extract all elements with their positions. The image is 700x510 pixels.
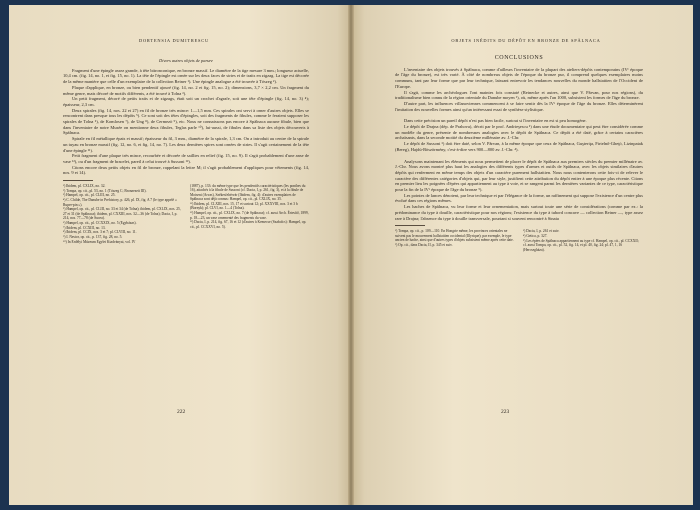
paragraph: Il s'agit, comme les archéologues l'ont maintes fois constaté (Reinecke et autres, ainsi que V. Pârvan, pour nos régions), du traditionalisme bien connu de la région orientale du Danube moyen ¹), où, même après l'an 1000, subsistent les formes de l'âge du bronze. (395, 89, 643, 101)
section-title-right: CONCLUSIONS (494, 55, 544, 61)
paragraph: Un petit fragment, décoré de petits traits et de zigzags, était soit un crochet d'agrafe, soit une tête d'épingle (fig. 14, no. 3) ⁴); épaisseur, 2,3 cm. (63, 96, 309, 107)
footnote-column (190, 184, 309, 244)
paragraph: Deux spirales (fig. 14, nos. 22 et 27) en fil de bronze très mince: 1—1,5 mm. Ces spirales ont servi à orner d'autres objets. Elles se rencontrent dans presque tous les dépôts ⁵). Ce sont soit des têtes d'épingles, soit des fragments de fibules, comme le feraient supposer les spirales de Tolna ⁶), de Komlosen ⁷), de Ung ⁸), de Cermezö ⁹), etc. Nous ne connaissons pas encore à Spălnaca aucune fibule, bien que dans l'inventaire de notre Musée on mentionne deux fibules, Teglas parle ¹⁰), lui-aussi, de fibules dans sa liste des objets découverts à Spălnaca. (63, 107, 309, 136)
paragraph: Le dépôt de Sussoni ³) doit être daté, selon V. Pârvan, à la même époque que ceux de Spălnaca, Guşteriţa, Firtelnő-Gheţö, Lizinpatak (Bereg), Hajdú-Böszörmény, c'est-à-dire vers 900—800 av. J.-Chr. ⁴). (395, 141, 643, 152)
paragraph: Citons encore deux petits objets en fil de bronze, rappelant la lettre M; il s'agit probablement d'appliques pour vêtements (fig. 14, nos. 9 et 14). (63, 164, 309, 176)
paragraph: L'inventaire des objets trouvés à Spălnaca, comme d'ailleurs l'inventaire de la plupart des ateliers-dépôts contemporains (IVᵉ époque de l'âge du bronze), est très varié. À côté de nombreux objets de l'époque du bronze pur, il comprend quelques exemplaires moins communs, tant par leur forme que par leur technique, laissant entrevoir les tendances nouvelles du monde hallstattien de l'Occident de l'Europe. (395, 66, 643, 89)
footnote: ³) Dacia, I, p. 261 et suiv. (523, 229, 560, 234)
paragraph: Plaque d'applique, en bronze, ou bien pendentif ajouré (fig. 14, no. 2 et fig. 15, no. 2); dimensions, 3,7 × 2,2 cm. Un fragment du même genre, mais décoré de motifs différents, a été trouvé à Tolna ³). (63, 84, 309, 96)
footnote-column (395, 229, 515, 252)
footnote: ⁵) Hampel, op. cit., pl. CLIII, no. 33 et 34 (de Tolna); ibidem, pl. CXLIX, nos. 25, 27 et 31 (de Spălnaca); ibidem, pl. CXXIII, nos. 32—36 (de Tolna); Dacia, I, p. 214, nos. 77—78 (de Sucea). (63, 207, 181, 221)
footnote-column (63, 184, 182, 244)
paragraph: Analysons maintenant les éléments qui nous permettent de placer le dépôt de Spălnaca aux premiers siècles du premier millénaire av. J.-Chr. Nous avons montré plus haut les analogies des différents types d'armes et outils de Spălnaca, avec les objets similaires d'autres dépôts qui renferment en même temps des objets d'un caractère purement hallstattien. Nous nous contenterons cette fois-ci de relever le caractère des différentes catégories d'objets qui, par leur style, justifient cette attribution du dépôt entier à une époque plus récente. Citons en premier lieu les poignées d'épées qui appartiennent au type à voie, et se rangent parmi les dernières variantes de ce type, caractéristique pour la fin de la IVᵉ époque de l'âge du bronze ⁵). (395, 158, 643, 193)
book-spread (9, 5, 693, 505)
footnote: ⁸) Ibidem, pl. CCIX, nos. 3 et 7; pl. CLVIII, no. 11. (63, 230, 137, 235)
book-gutter (348, 5, 354, 505)
footnote: ¹³) Dacia, I, p. 214, fig. 67, 16 et 12 (d'autres à Kemecse (Szabolcs): Hampel, op. cit., pl. CCXXVI, no. 5). (190, 220, 307, 229)
footnote: ¹) Tompa, op. cit., p. 109—110. En Hongrie même, les provinces orientales ne suivent pas le mouvement hallstattien occidental (Illyrique); par exemple, le type ancien de hache, ainsi que d'autres types d'objets subsistent même après cette date. (395, 229, 514, 243)
footnote: (1887), p. 133: du même type que les pendentifs caractéristiques (les ponthes du 16), attachés à la fibule de Sussoni (cf. Dacia, I, p. 261, fig. 3), et à la fibule de Moiseni (Arvas), Székesfehérvár (Ibidem, fig. 4): d'autres exemplaires de Spălnaca sont déjà connus: Hampel, op. cit., pl. CXLIX, no. 35. (190, 184, 306, 202)
footnote-column (523, 229, 643, 252)
paragraph: Le dépôt de Drajna (dép. de Prahova), décrit par le prof. Andrieşescu ²) dans une étude documentaire qui peut être considérée comme un modèle du genre, présente de nombreuses analogies avec le dépôt de Spălnaca. Ce dépôt a été daté, grâce à certains caractères archaïsants, dans la seconde moitié du deuxième millénaire av. J.-Chr. (395, 124, 643, 141)
paragraph: D'autre part, les influences villanoviennes commencent à se faire sentir dès la IVᵉ époque de l'âge du bronze. Elles déterminèrent l'imitation des nouvelles formes ainsi qu'un intéressant essai de synthèse stylistique. (395, 100, 643, 112)
left-page (9, 5, 351, 505)
footnote: ¹¹) Ibidem, pl. CLXIII, nos. 15, 17 et surtout 12; pl. XXXVIII, nos. 3 et 3 b (Bornyk); pl. CLVI, no. 1—4 (Tolna). (190, 201, 298, 211)
paragraph: Petit fragment d'une plaque très mince, recourbée et décorée de saillies en relief (fig. 15, no. 9). Il s'agit probablement d'une anse de vase ¹²), ou d'un fragment de bracelet, pareil à celui trouvé à Sussoni ¹³). (63, 153, 309, 164)
footnotes-right (395, 229, 643, 252)
paragraph: Les haches de Spălnaca, vu leur forme et leur ornementation, mais surtout toute une série de considérations (comme par ex.: la prédominance du type à douille, caractéristique pour nos régions; l'existence du type à tubord concave — collection Reiner —, type assez rare à Drajna; l'absence du type à douille transversale, pourtant si souvent rencontré à Sinaia (395, 204, 643, 221)
footnote: ²) Tompa, op. cit., pl. 53, no. 1 (Tószeg C; Bronzezeit III). (63, 188, 147, 193)
right-page-body (395, 50, 643, 252)
running-head-left: DORTENSIA DUMITRESCU (138, 38, 209, 43)
footnote: ¹²) Hampel, op. cit., pl. CXLIX, no. 7 (de Spălnaca); cf. aussi Arch. Értesítő, 1899, p. 18—23, un vase ornementé des fragments du vase. (190, 211, 309, 220)
footnote: ¹⁰) In Erdélyi Múzeum Egylet Kiadványai, vol. IV (63, 239, 136, 244)
footnote: ⁶) Hampel, op. cit., pl. CCXXIX, no. 5 (Egyházas). (63, 220, 137, 225)
footnote: ⁵) Les épées de Spălnaca appartiennent au type cf. Hampel, op. cit., pl. CCXXII; cf. aussi Tompa, op. cit., pl. 52, fig. 14, et pl. 40, fig. 24; pl. 47, 1, 16 (Hercsegháza). (523, 238, 639, 252)
left-page-body (63, 52, 309, 244)
section-title-left: Divers autres objets de parure (159, 58, 213, 63)
footnotes-left (63, 184, 309, 244)
paragraph: Dans cette précision un pareil dépôt n'est pas bien facile, surtout si l'inventaire en est si peu homogène. (404, 118, 587, 124)
paragraph: Spirale en fil métallique épais et massif; épaisseur du fil, 3 mm., diamètre de la spirale, 1,3 cm. On a introduit au centre de la spirale un tuyau en bronze massif (fig. 12, no. 6, et fig. 14, no. 7). Les deux dernières spires sont ornées de stries. Il s'agit certainement de la tête d'une épingle ¹¹). (63, 136, 309, 153)
page-number-right: 223 (501, 409, 510, 415)
footnote: ¹) Ibidem, pl. CXLIX, no. 32. (63, 184, 106, 189)
running-head-right: OBJETS INÉDITS DU DÉPÔT EN BRONZE DE SPĂLNACA (451, 38, 601, 43)
footnote-rule (63, 180, 93, 181)
footnote: ²) Op. cit., dans Dacia, II, p. 345 et suiv. (395, 242, 453, 247)
page-number-left: 222 (177, 409, 186, 415)
footnote: ⁷) Ibidem, pl. CCXIII, no. 13. (63, 225, 106, 230)
paragraph: Les pointes de lances dénotent, par leur technique et par l'élégance de la forme, un raffinement qui suppose l'existence d'un centre plus évolué dans ces régions mêmes. (395, 192, 643, 204)
footnote: ⁴) Getica, p. 327. (523, 233, 548, 238)
footnote: ⁴) C. Childe, The Danube in Prehistory, p. 426, pl. IX, fig. A 7 (le type appelé « Ruper-pin »). (63, 198, 177, 207)
footnote: ³) Hampel, op. cit., pl. CLIII, no. 25. (63, 193, 116, 198)
right-page (351, 5, 693, 505)
footnote-rule (395, 225, 425, 226)
paragraph: Fragment d'une épingle assez grande, à tête bitronconique, en bronze massif. Le diamètre de la tige mesure 3 mm.; longueur actuelle, 10,4 cm. (fig. 14, no. 1, et fig. 15, no. 1). La tête de l'épingle est ornée sur les deux faces de stries et de traits en zigzag. La tige est décorée de la même manière que celle d'un exemplaire de la collection Reiner ¹). Une épingle analogue a été trouvée à Tószeg ²). (63, 67, 309, 85)
footnote: ⁹) I. Nestor, op. cit., p. 137, fig. 28, no. 5. (63, 234, 123, 239)
